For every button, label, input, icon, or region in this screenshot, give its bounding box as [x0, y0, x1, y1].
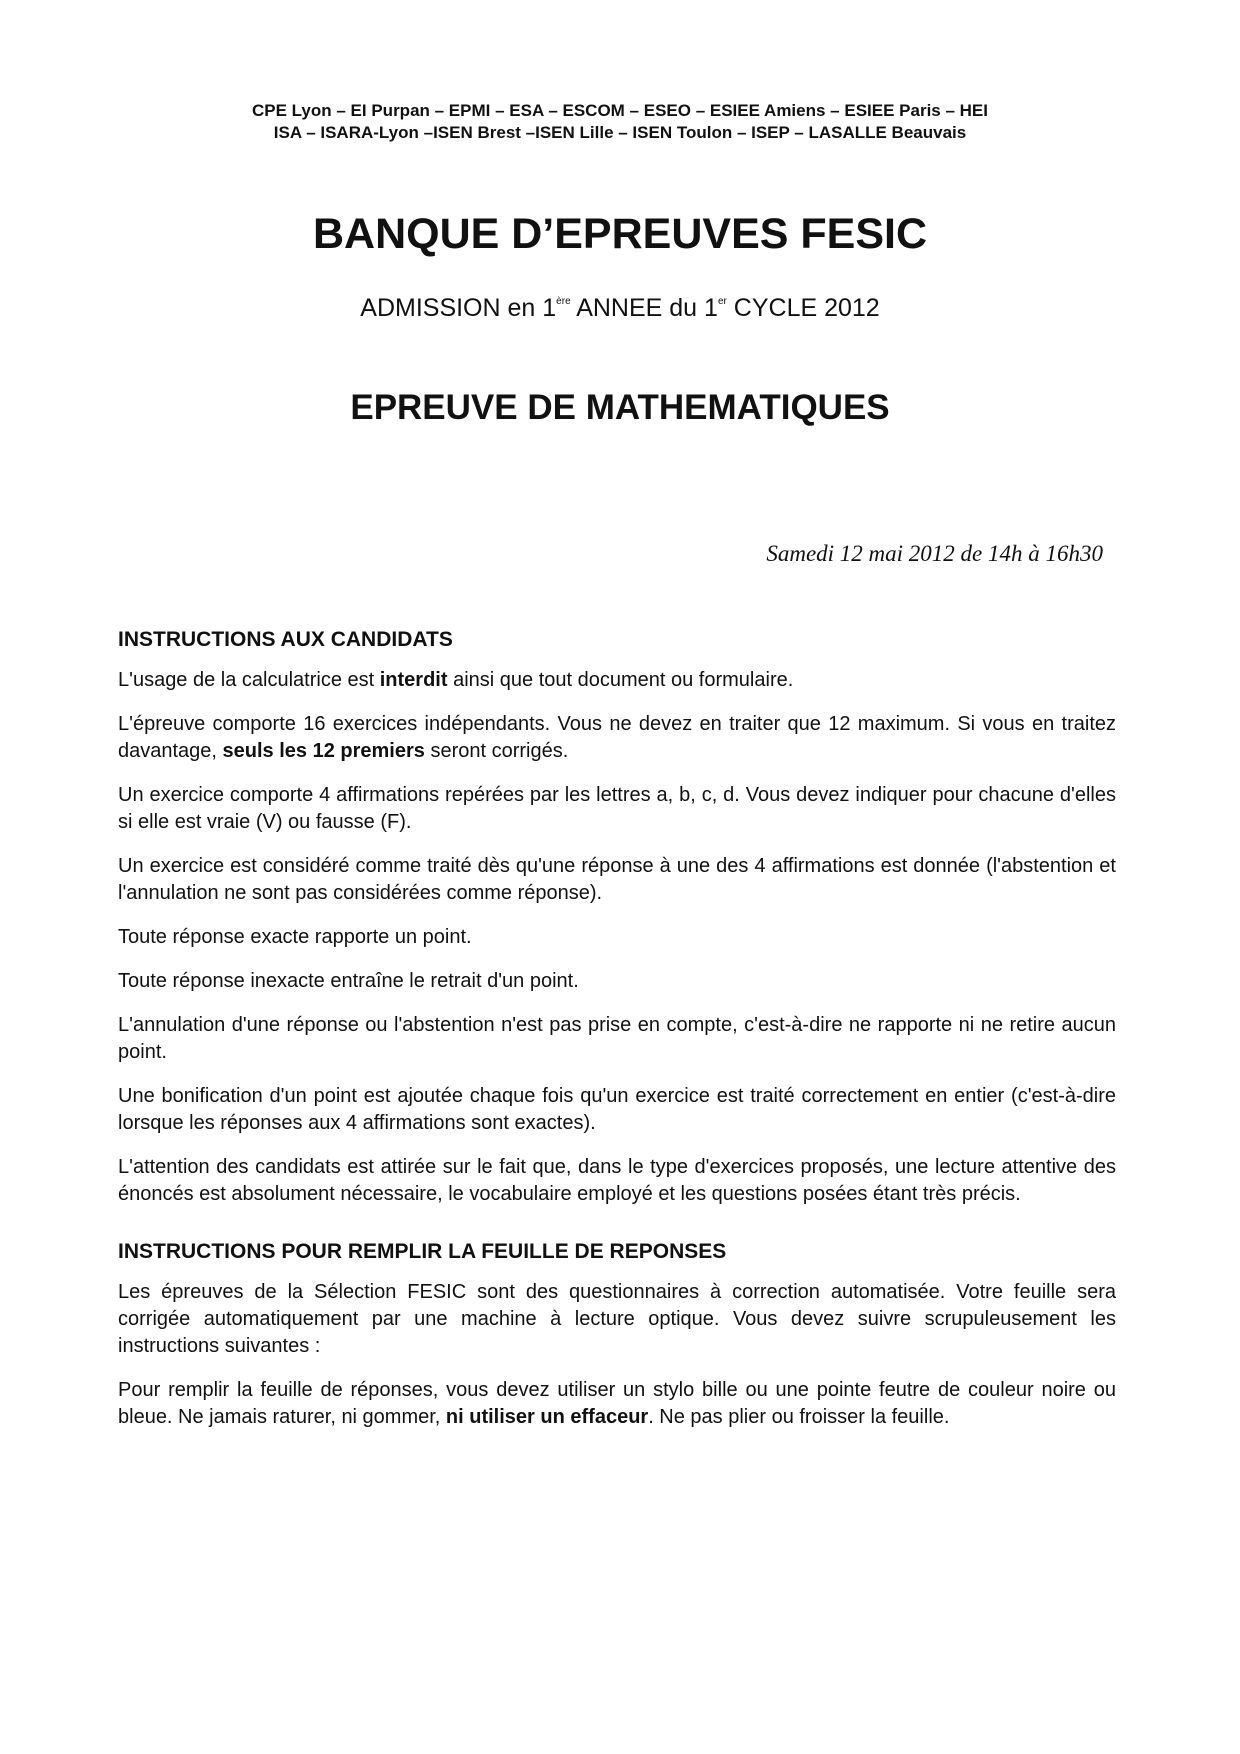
document-title: BANQUE D’EPREUVES FESIC [312, 210, 928, 258]
admission-subtitle [0, 293, 1240, 323]
exam-date: Samedi 12 mai 2012 de 14h à 16h30 [766, 541, 1103, 566]
section-heading-answer-sheet: INSTRUCTIONS POUR REMPLIR LA FEUILLE DE REPONSES [118, 1240, 727, 1263]
instruction-calculator-text-end: ainsi que tout document ou formulaire. [447, 669, 794, 691]
instruction-affirmations: Un exercice comporte 4 affirmations repérées par les lettres a, b, c, d. Vous devez indiquer pour chacune d'elles si elle est vraie (V) ou fausse (F). [118, 784, 1116, 833]
schools-header [0, 100, 1240, 144]
subtitle-part-3: CYCLE 2012 [726, 294, 880, 322]
instruction-exercises-text: L'épreuve comporte 16 exercices indépendants. Vous ne devez en traiter que 12 maximum. Si vous en traitez davantage, [118, 713, 1116, 762]
instruction-calculator-bold: interdit [379, 669, 448, 691]
instruction-exercises-bold: seuls les 12 premiers [222, 740, 425, 762]
instruction-correct-answer: Toute réponse exacte rapporte un point. [118, 926, 472, 948]
answer-sheet-pen-text: Pour remplir la feuille de réponses, vous devez utiliser un stylo bille ou une pointe feutre de couleur noire ou bleue. Ne jamais raturer, ni gommer, [118, 1379, 1116, 1428]
answer-sheet-pen-text-end: . Ne pas plier ou froisser la feuille. [648, 1406, 950, 1428]
subtitle-superscript-2: er [717, 296, 727, 307]
subtitle-part-2: ANNEE du 1 [570, 294, 718, 322]
answer-sheet-pen-bold: ni utiliser un effaceur [445, 1406, 649, 1428]
schools-line-2: ISA – ISARA-Lyon –ISEN Brest –ISEN Lille – ISEN Toulon – ISEP – LASALLE Beauvais [273, 123, 967, 142]
answer-sheet-pen [118, 1377, 1116, 1431]
exam-title: EPREUVE DE MATHEMATIQUES [350, 388, 890, 427]
instructions-body [118, 626, 1116, 1448]
instruction-exercises-count [118, 711, 1116, 765]
subtitle-part-1: ADMISSION en 1 [360, 294, 557, 322]
instruction-exercises-text-end: seront corrigés. [424, 740, 569, 762]
instruction-wrong-answer: Toute réponse inexacte entraîne le retrait d'un point. [118, 970, 579, 992]
instruction-abstention: L'annulation d'une réponse ou l'abstention n'est pas prise en compte, c'est-à-dire ne rapporte ni ne retire aucun point. [118, 1014, 1116, 1063]
instruction-attention: L'attention des candidats est attirée sur le fait que, dans le type d'exercices proposés, une lecture attentive des énoncés est absolument nécessaire, le vocabulaire employé et les questions posées étant très précis. [118, 1156, 1116, 1205]
instruction-bonus: Une bonification d'un point est ajoutée chaque fois qu'un exercice est traité correctement en entier (c'est-à-dire lorsque les réponses aux 4 affirmations sont exactes). [118, 1085, 1116, 1134]
subtitle-superscript-1: ère [556, 296, 571, 307]
instruction-calculator [118, 667, 1116, 694]
answer-sheet-automatic: Les épreuves de la Sélection FESIC sont des questionnaires à correction automatisée. Votre feuille sera corrigée automatiquement par une machine à lecture optique. Vous devez suivre scrupuleusement les instructions suivantes : [118, 1281, 1116, 1357]
instruction-calculator-text: L'usage de la calculatrice est [118, 669, 380, 691]
instruction-treated: Un exercice est considéré comme traité dès qu'une réponse à une des 4 affirmations est donnée (l'abstention et l'annulation ne sont pas considérées comme réponse). [118, 855, 1116, 904]
section-heading-candidates: INSTRUCTIONS AUX CANDIDATS [118, 628, 453, 651]
schools-line-1: CPE Lyon – EI Purpan – EPMI – ESA – ESCOM – ESEO – ESIEE Amiens – ESIEE Paris – HEI [252, 101, 988, 120]
